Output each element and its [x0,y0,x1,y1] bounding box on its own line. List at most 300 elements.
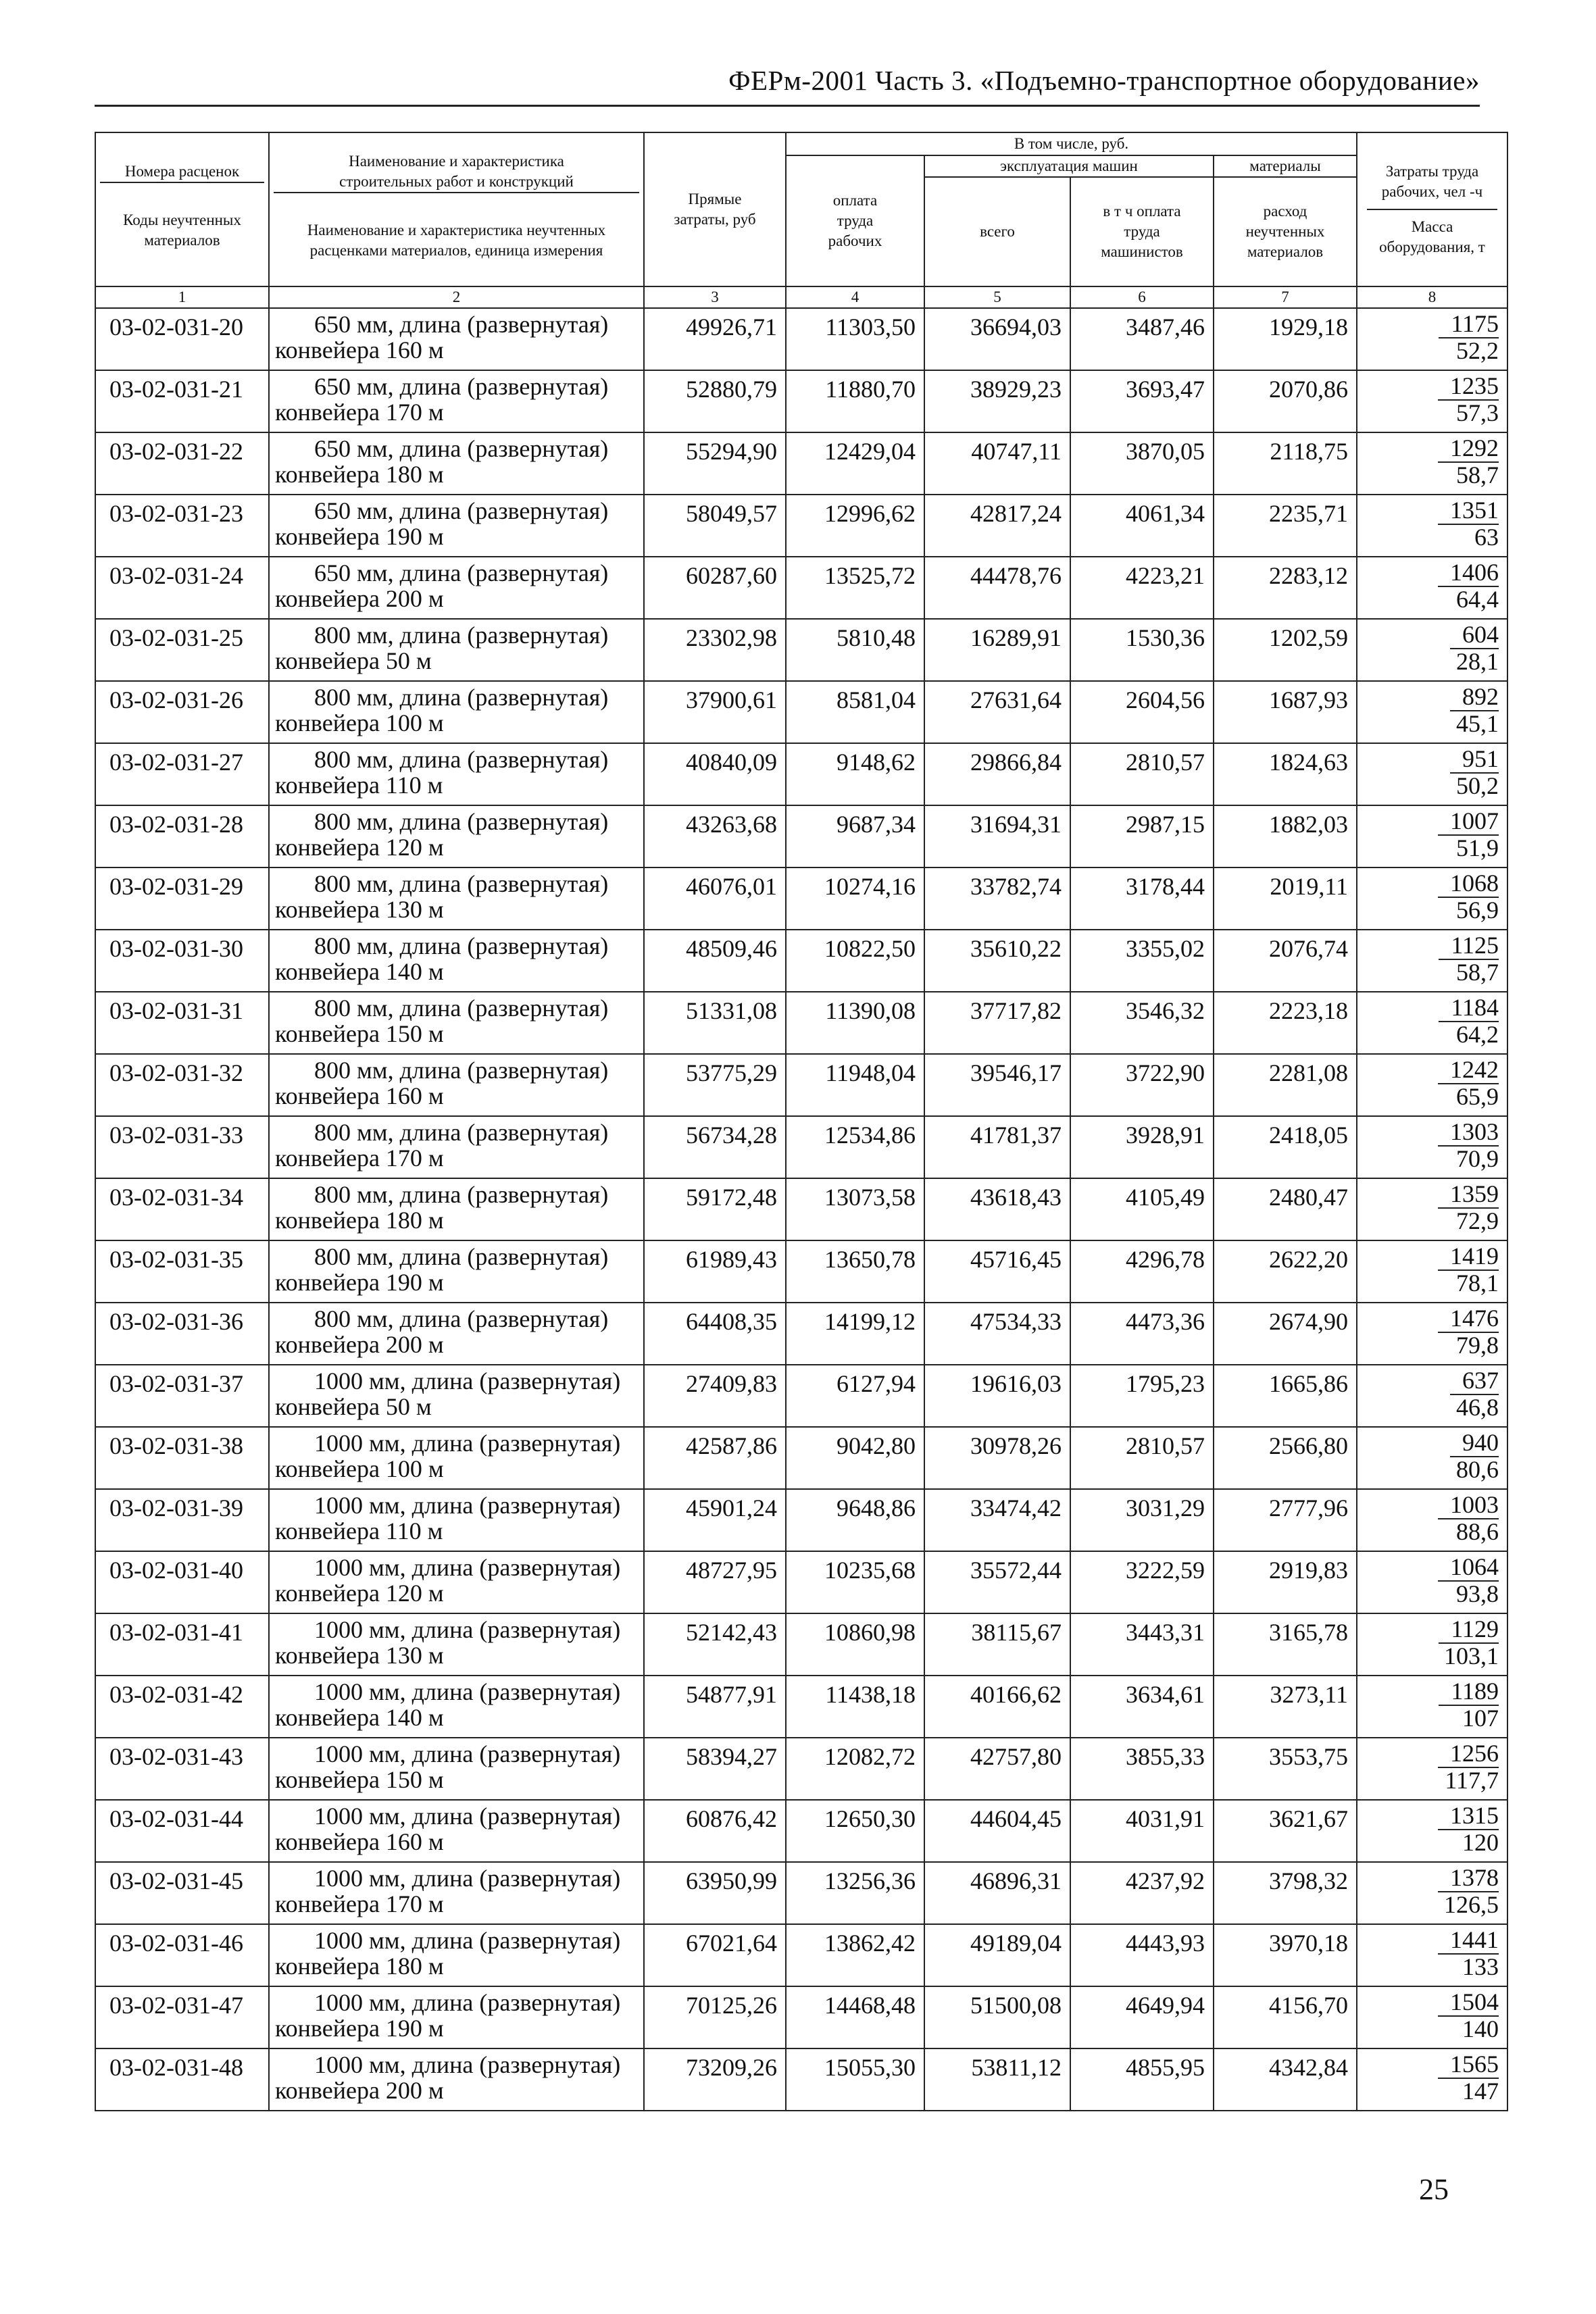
labor-hours: 1003 [1438,1491,1499,1519]
description-line: 800 мм, длина (развернутая) [314,1305,609,1332]
work-description [269,1116,644,1178]
machines-total: 38115,67 [924,1613,1070,1676]
labor-hours: 1125 [1439,932,1499,960]
description-line: конвейера 170 м [275,1890,444,1917]
rate-code: 03-02-031-31 [95,992,269,1054]
rate-code: 03-02-031-47 [95,1986,269,2048]
table-row [95,681,1507,743]
labor-hours: 1476 [1438,1305,1499,1333]
equipment-mass: 45,1 [1456,710,1499,737]
description-line: 1000 мм, длина (развернутая) [314,2051,621,2078]
labor-hours: 1189 [1439,1678,1499,1706]
workers-wage: 12429,04 [786,432,924,495]
header-labor-mass [1357,132,1507,286]
operators-wage: 3870,05 [1070,432,1214,495]
column-number: 4 [786,286,924,308]
table-row [95,1986,1507,2048]
labor-hours: 1007 [1438,807,1499,836]
equipment-mass: 107 [1462,1705,1499,1732]
header-direct-costs: Прямые затраты, руб [644,132,786,286]
materials-cost: 3553,75 [1214,1738,1357,1800]
labor-mass-cell [1357,1924,1507,1986]
labor-hours: 1129 [1439,1615,1499,1644]
table-row [95,2048,1507,2111]
direct-costs: 63950,99 [644,1862,786,1924]
materials-cost: 2622,20 [1214,1240,1357,1303]
direct-costs: 48509,46 [644,930,786,992]
column-numbers-row [95,286,1507,308]
description-line: конвейера 130 м [275,896,444,923]
equipment-mass: 79,8 [1456,1332,1499,1359]
labor-mass-cell [1357,432,1507,495]
machines-total: 33474,42 [924,1489,1070,1551]
column-number: 5 [924,286,1070,308]
description-line: конвейера 160 м [275,1828,444,1855]
machines-total: 43618,43 [924,1178,1070,1240]
column-number: 8 [1357,286,1507,308]
table-row [95,930,1507,992]
labor-mass-cell [1357,1676,1507,1738]
description-line: конвейера 180 м [275,1207,444,1234]
labor-mass-cell [1357,1303,1507,1365]
equipment-mass: 51,9 [1456,834,1499,861]
machines-total: 53811,12 [924,2048,1070,2111]
workers-wage: 11390,08 [786,992,924,1054]
operators-wage: 3031,29 [1070,1489,1214,1551]
labor-mass-cell [1357,308,1507,370]
norms-table [95,132,1508,2111]
table-row [95,1303,1507,1365]
labor-hours: 1068 [1438,870,1499,898]
description-line: 800 мм, длина (развернутая) [314,1057,609,1084]
work-description [269,370,644,432]
work-description [269,1240,644,1303]
machines-total: 35572,44 [924,1551,1070,1613]
table-row [95,1178,1507,1240]
workers-wage: 11880,70 [786,370,924,432]
operators-wage: 3634,61 [1070,1676,1214,1738]
machines-total: 16289,91 [924,619,1070,681]
workers-wage: 6127,94 [786,1365,924,1427]
rate-code: 03-02-031-45 [95,1862,269,1924]
rate-code: 03-02-031-34 [95,1178,269,1240]
labor-hours: 1351 [1438,497,1499,525]
direct-costs: 67021,64 [644,1924,786,1986]
machines-total: 29866,84 [924,743,1070,805]
direct-costs: 27409,83 [644,1365,786,1427]
table-row [95,992,1507,1054]
materials-cost: 2019,11 [1214,867,1357,930]
machines-total: 47534,33 [924,1303,1070,1365]
description-line: 1000 мм, длина (развернутая) [314,1678,621,1705]
rate-code: 03-02-031-28 [95,805,269,867]
labor-line [1357,807,1499,834]
machines-total: 39546,17 [924,1054,1070,1116]
operators-wage: 3928,91 [1070,1116,1214,1178]
equipment-mass: 147 [1462,2078,1499,2105]
labor-mass-cell [1357,1800,1507,1862]
direct-costs: 46076,01 [644,867,786,930]
operators-wage: 4649,94 [1070,1986,1214,2048]
header-machines: эксплуатация машин [924,155,1214,177]
description-line: 650 мм, длина (развернутая) [314,373,609,400]
workers-wage: 12996,62 [786,495,924,557]
labor-mass-cell [1357,805,1507,867]
materials-cost: 2480,47 [1214,1178,1357,1240]
labor-line [1357,1553,1499,1580]
rate-code: 03-02-031-32 [95,1054,269,1116]
labor-hours: 1378 [1438,1864,1499,1892]
labor-hours: 1064 [1438,1553,1499,1582]
description-line: 800 мм, длина (развернутая) [314,870,609,897]
work-description [269,992,644,1054]
work-description [269,743,644,805]
direct-costs: 64408,35 [644,1303,786,1365]
table-header [95,132,1507,308]
direct-costs: 58049,57 [644,495,786,557]
operators-wage: 2810,57 [1070,743,1214,805]
labor-line [1357,994,1499,1021]
materials-cost: 1687,93 [1214,681,1357,743]
labor-hours: 940 [1450,1429,1499,1457]
description-line: 1000 мм, длина (развернутая) [314,1989,621,2016]
description-line: конвейера 110 м [275,1517,443,1544]
direct-costs: 70125,26 [644,1986,786,2048]
work-description [269,805,644,867]
workers-wage: 9687,34 [786,805,924,867]
operators-wage: 1530,36 [1070,619,1214,681]
rate-code: 03-02-031-41 [95,1613,269,1676]
labor-mass-cell [1357,1427,1507,1489]
description-line: конвейера 170 м [275,1145,444,1172]
description-line: 800 мм, длина (развернутая) [314,622,609,649]
work-description [269,1613,644,1676]
labor-hours: 1419 [1438,1242,1499,1271]
header-operators-wage: в т ч оплата труда машинистов [1070,177,1214,286]
labor-mass-cell [1357,619,1507,681]
workers-wage: 9148,62 [786,743,924,805]
work-description [269,1178,644,1240]
description-line: конвейера 200 м [275,1331,444,1358]
workers-wage: 15055,30 [786,2048,924,2111]
machines-total: 37717,82 [924,992,1070,1054]
description-line: 800 мм, длина (развернутая) [314,932,609,959]
materials-cost: 3165,78 [1214,1613,1357,1676]
equipment-mass: 57,3 [1456,399,1499,426]
materials-cost: 2418,05 [1214,1116,1357,1178]
description-line: 650 мм, длина (развернутая) [314,559,609,586]
materials-cost: 3621,67 [1214,1800,1357,1862]
materials-cost: 3798,32 [1214,1862,1357,1924]
labor-line [1357,1305,1499,1332]
workers-wage: 13525,72 [786,557,924,619]
table-row [95,743,1507,805]
rate-code: 03-02-031-42 [95,1676,269,1738]
rate-code: 03-02-031-22 [95,432,269,495]
machines-total: 40166,62 [924,1676,1070,1738]
rate-code: 03-02-031-46 [95,1924,269,1986]
machines-total: 44478,76 [924,557,1070,619]
work-description [269,867,644,930]
labor-line [1357,559,1499,586]
operators-wage: 4237,92 [1070,1862,1214,1924]
description-line: 650 мм, длина (развернутая) [314,497,609,524]
labor-line [1357,1926,1499,1953]
work-description [269,1676,644,1738]
direct-costs: 59172,48 [644,1178,786,1240]
description-line: 800 мм, длина (развернутая) [314,684,609,711]
table-row [95,619,1507,681]
workers-wage: 11438,18 [786,1676,924,1738]
operators-wage: 4223,21 [1070,557,1214,619]
description-line: конвейера 130 м [275,1642,444,1669]
description-line: 800 мм, длина (развернутая) [314,746,609,773]
table-row [95,1427,1507,1489]
work-description [269,1800,644,1862]
machines-total: 38929,23 [924,370,1070,432]
workers-wage: 14199,12 [786,1303,924,1365]
labor-line [1357,372,1499,399]
materials-cost: 2281,08 [1214,1054,1357,1116]
description-line: 800 мм, длина (развернутая) [314,1119,609,1146]
direct-costs: 43263,68 [644,805,786,867]
labor-hours: 1184 [1439,994,1499,1022]
description-line: 1000 мм, длина (развернутая) [314,1616,621,1643]
description-line: конвейера 200 м [275,585,444,612]
labor-mass-cell [1357,370,1507,432]
description-line: конвейера 180 м [275,1953,444,1980]
work-description [269,681,644,743]
labor-line [1357,1740,1499,1767]
equipment-mass: 140 [1462,2015,1499,2042]
description-line: 1000 мм, длина (развернутая) [314,1740,621,1767]
direct-costs: 23302,98 [644,619,786,681]
work-description [269,308,644,370]
equipment-mass: 58,7 [1456,461,1499,488]
operators-wage: 2604,56 [1070,681,1214,743]
operators-wage: 4855,95 [1070,2048,1214,2111]
description-line: 800 мм, длина (развернутая) [314,995,609,1022]
direct-costs: 53775,29 [644,1054,786,1116]
header-codes [95,132,269,286]
operators-wage: 4296,78 [1070,1240,1214,1303]
rate-code: 03-02-031-27 [95,743,269,805]
labor-mass-cell [1357,681,1507,743]
equipment-mass: 46,8 [1456,1394,1499,1421]
description-line: 1000 мм, длина (развернутая) [314,1803,621,1830]
work-description [269,1551,644,1613]
machines-total: 40747,11 [924,432,1070,495]
table-row [95,557,1507,619]
labor-mass-cell [1357,1613,1507,1676]
direct-costs: 42587,86 [644,1427,786,1489]
operators-wage: 2810,57 [1070,1427,1214,1489]
description-line: 1000 мм, длина (развернутая) [314,1927,621,1954]
header-including: В том числе, руб. [786,132,1357,155]
rate-code: 03-02-031-39 [95,1489,269,1551]
workers-wage: 13073,58 [786,1178,924,1240]
rate-code: 03-02-031-20 [95,308,269,370]
operators-wage: 3178,44 [1070,867,1214,930]
equipment-mass: 126,5 [1444,1891,1499,1918]
direct-costs: 61989,43 [644,1240,786,1303]
table-row [95,1551,1507,1613]
table-row [95,495,1507,557]
rate-code: 03-02-031-40 [95,1551,269,1613]
description-line: конвейера 100 м [275,1455,444,1482]
description-line: 1000 мм, длина (развернутая) [314,1430,621,1457]
table-row [95,1489,1507,1551]
labor-line [1357,434,1499,461]
operators-wage: 4443,93 [1070,1924,1214,1986]
labor-hours: 951 [1450,745,1499,774]
rate-code: 03-02-031-38 [95,1427,269,1489]
labor-line [1357,1988,1499,2015]
description-line: конвейера 120 м [275,1580,444,1607]
labor-hours: 1565 [1438,2051,1499,2079]
workers-wage: 9042,80 [786,1427,924,1489]
header-col2-bottom: Наименование и характеристика неучтенных расценками материалов, единица измерения [307,222,606,259]
workers-wage: 10860,98 [786,1613,924,1676]
labor-line [1357,310,1499,337]
direct-costs: 58394,27 [644,1738,786,1800]
description-line: 650 мм, длина (развернутая) [314,311,609,338]
labor-line [1357,745,1499,772]
description-line: конвейера 150 м [275,1020,444,1047]
operators-wage: 2987,15 [1070,805,1214,867]
equipment-mass: 70,9 [1456,1145,1499,1172]
labor-hours: 1235 [1438,372,1499,401]
equipment-mass: 103,1 [1444,1642,1499,1669]
labor-line [1357,683,1499,710]
labor-line [1357,1802,1499,1829]
labor-hours: 1315 [1438,1802,1499,1830]
labor-mass-cell [1357,1365,1507,1427]
materials-cost: 4342,84 [1214,2048,1357,2111]
work-description [269,1924,644,1986]
materials-cost: 1824,63 [1214,743,1357,805]
equipment-mass: 63 [1474,524,1499,551]
header-machines-total: всего [924,177,1070,286]
labor-mass-cell [1357,1240,1507,1303]
workers-wage: 11303,50 [786,308,924,370]
labor-mass-cell [1357,867,1507,930]
work-description [269,1054,644,1116]
description-line: конвейера 50 м [275,647,432,674]
column-number: 3 [644,286,786,308]
machines-total: 45716,45 [924,1240,1070,1303]
materials-cost: 1929,18 [1214,308,1357,370]
operators-wage: 1795,23 [1070,1365,1214,1427]
labor-line [1357,621,1499,648]
description-line: 1000 мм, длина (развернутая) [314,1865,621,1892]
document-title: ФЕРм-2001 Часть 3. «Подъемно-транспортное оборудование» [728,65,1480,96]
materials-cost: 3273,11 [1214,1676,1357,1738]
machines-total: 31694,31 [924,805,1070,867]
table-row [95,1613,1507,1676]
description-line: конвейера 100 м [275,709,444,736]
materials-cost: 2070,86 [1214,370,1357,432]
labor-line [1357,1429,1499,1456]
labor-mass-cell [1357,1986,1507,2048]
labor-mass-cell [1357,2048,1507,2111]
labor-hours: 1242 [1438,1056,1499,1084]
direct-costs: 40840,09 [644,743,786,805]
workers-wage: 8581,04 [786,681,924,743]
workers-wage: 5810,48 [786,619,924,681]
direct-costs: 48727,95 [644,1551,786,1613]
table-row [95,1924,1507,1986]
workers-wage: 10235,68 [786,1551,924,1613]
materials-cost: 2076,74 [1214,930,1357,992]
column-number: 2 [269,286,644,308]
table-row [95,432,1507,495]
direct-costs: 73209,26 [644,2048,786,2111]
description-line: 1000 мм, длина (развернутая) [314,1554,621,1581]
work-description [269,432,644,495]
header-divider [1367,209,1497,210]
rate-code: 03-02-031-36 [95,1303,269,1365]
rate-code: 03-02-031-30 [95,930,269,992]
materials-cost: 2566,80 [1214,1427,1357,1489]
rate-code: 03-02-031-21 [95,370,269,432]
labor-hours: 1504 [1438,1988,1499,2017]
table-row [95,1240,1507,1303]
workers-wage: 11948,04 [786,1054,924,1116]
column-number: 6 [1070,286,1214,308]
machines-total: 51500,08 [924,1986,1070,2048]
work-description [269,1303,644,1365]
materials-cost: 2674,90 [1214,1303,1357,1365]
labor-hours: 892 [1450,683,1499,711]
machines-total: 27631,64 [924,681,1070,743]
equipment-mass: 80,6 [1456,1456,1499,1483]
operators-wage: 4473,36 [1070,1303,1214,1365]
labor-line [1357,1678,1499,1705]
labor-hours: 1406 [1438,559,1499,587]
rate-code: 03-02-031-26 [95,681,269,743]
equipment-mass: 93,8 [1456,1580,1499,1607]
labor-mass-cell [1357,557,1507,619]
table-row [95,1365,1507,1427]
table-body [95,308,1507,2111]
operators-wage: 3487,46 [1070,308,1214,370]
machines-total: 42817,24 [924,495,1070,557]
materials-cost: 1202,59 [1214,619,1357,681]
direct-costs: 54877,91 [644,1676,786,1738]
table-row [95,1116,1507,1178]
description-line: конвейера 110 м [275,772,443,799]
rate-code: 03-02-031-23 [95,495,269,557]
rate-code: 03-02-031-25 [95,619,269,681]
labor-mass-cell [1357,930,1507,992]
machines-total: 19616,03 [924,1365,1070,1427]
labor-mass-cell [1357,1054,1507,1116]
machines-total: 41781,37 [924,1116,1070,1178]
labor-hours: 604 [1450,621,1499,649]
column-number: 7 [1214,286,1357,308]
rate-code: 03-02-031-43 [95,1738,269,1800]
work-description [269,1986,644,2048]
header-col2-top: Наименование и характеристика строительных работ и конструкций [339,153,574,190]
work-description [269,930,644,992]
equipment-mass: 88,6 [1456,1518,1499,1545]
labor-mass-cell [1357,1862,1507,1924]
table-row [95,1862,1507,1924]
description-line: 800 мм, длина (развернутая) [314,1181,609,1208]
machines-total: 36694,03 [924,308,1070,370]
work-description [269,1738,644,1800]
